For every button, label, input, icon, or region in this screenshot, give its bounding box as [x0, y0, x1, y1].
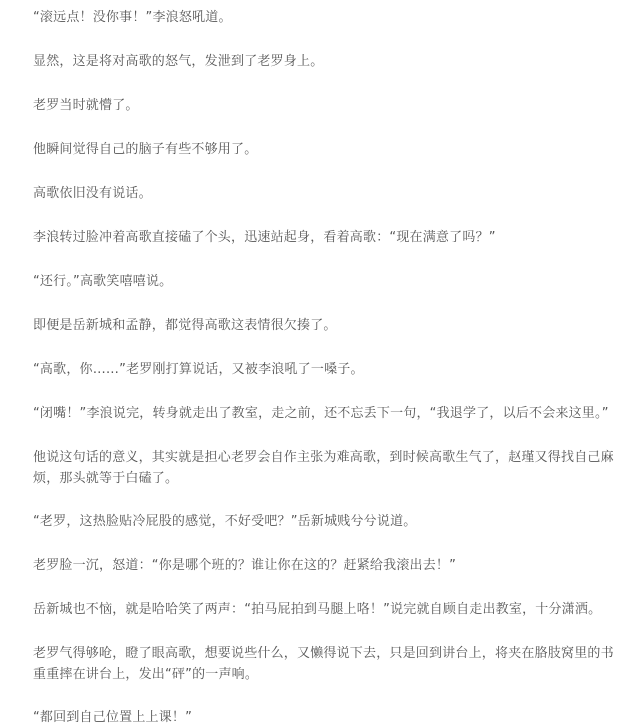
- paragraph: 老罗脸一沉，怒道：“你是哪个班的？谁让你在这的？赶紧给我滚出去！”: [33, 558, 457, 573]
- paragraph: 老罗气得够呛，瞪了眼高歌，想要说些什么，又懒得说下去，只是回到讲台上，将夹在胳肢窝里的书重重摔在讲台上，发出“砰”的一声响。: [33, 646, 614, 682]
- paragraph: “滚远点！没你事！”李浪怒吼道。: [33, 10, 232, 25]
- paragraph-spacer: [0, 116, 640, 139]
- paragraph-spacer: [0, 380, 640, 403]
- paragraph-spacer: [0, 248, 640, 271]
- paragraph: “还行。”高歌笑嘻嘻说。: [33, 274, 173, 289]
- paragraph: “都回到自己位置上上课！”: [33, 710, 193, 725]
- paragraph-spacer: [0, 336, 640, 359]
- paragraph: 老罗当时就懵了。: [33, 98, 139, 113]
- paragraph-spacer: [0, 620, 640, 643]
- paragraph-spacer: [0, 424, 640, 447]
- paragraph-spacer: [0, 28, 640, 51]
- paragraph: “闭嘴！”李浪说完，转身就走出了教室，走之前，还不忘丢下一句，“我退学了，以后不会来这里。”: [33, 406, 609, 421]
- paragraph: 李浪转过脸冲着高歌直接磕了个头，迅速站起身，看着高歌：“现在满意了吗？”: [33, 230, 496, 245]
- paragraph-spacer: [0, 576, 640, 599]
- paragraph-spacer: [0, 160, 640, 183]
- paragraph: 高歌依旧没有说话。: [33, 186, 152, 201]
- paragraph: “高歌，你……”老罗刚打算说话，又被李浪吼了一嗓子。: [33, 362, 364, 377]
- paragraph: “老罗，这热脸贴冷屁股的感觉，不好受吧？”岳新城贱兮兮说道。: [33, 514, 417, 529]
- paragraph-spacer: [0, 72, 640, 95]
- paragraph-spacer: [0, 532, 640, 555]
- paragraph-spacer: [0, 204, 640, 227]
- paragraph-spacer: [0, 685, 640, 707]
- paragraph-spacer: [0, 292, 640, 315]
- paragraph: 岳新城也不恼，就是哈哈笑了两声：“拍马屁拍到马腿上咯！”说完就自顾自走出教室，十分潇洒。: [33, 602, 602, 617]
- paragraph: 他说这句话的意义，其实就是担心老罗会自作主张为难高歌，到时候高歌生气了，赵瑾又得找自己麻烦，那头就等于白磕了。: [33, 450, 614, 486]
- paragraph-spacer: [0, 489, 640, 511]
- paragraph: 显然，这是将对高歌的怒气，发泄到了老罗身上。: [33, 54, 324, 69]
- paragraph: 即便是岳新城和孟静，都觉得高歌这表情很欠揍了。: [33, 318, 337, 333]
- paragraph: 他瞬间觉得自己的脑子有些不够用了。: [33, 142, 258, 157]
